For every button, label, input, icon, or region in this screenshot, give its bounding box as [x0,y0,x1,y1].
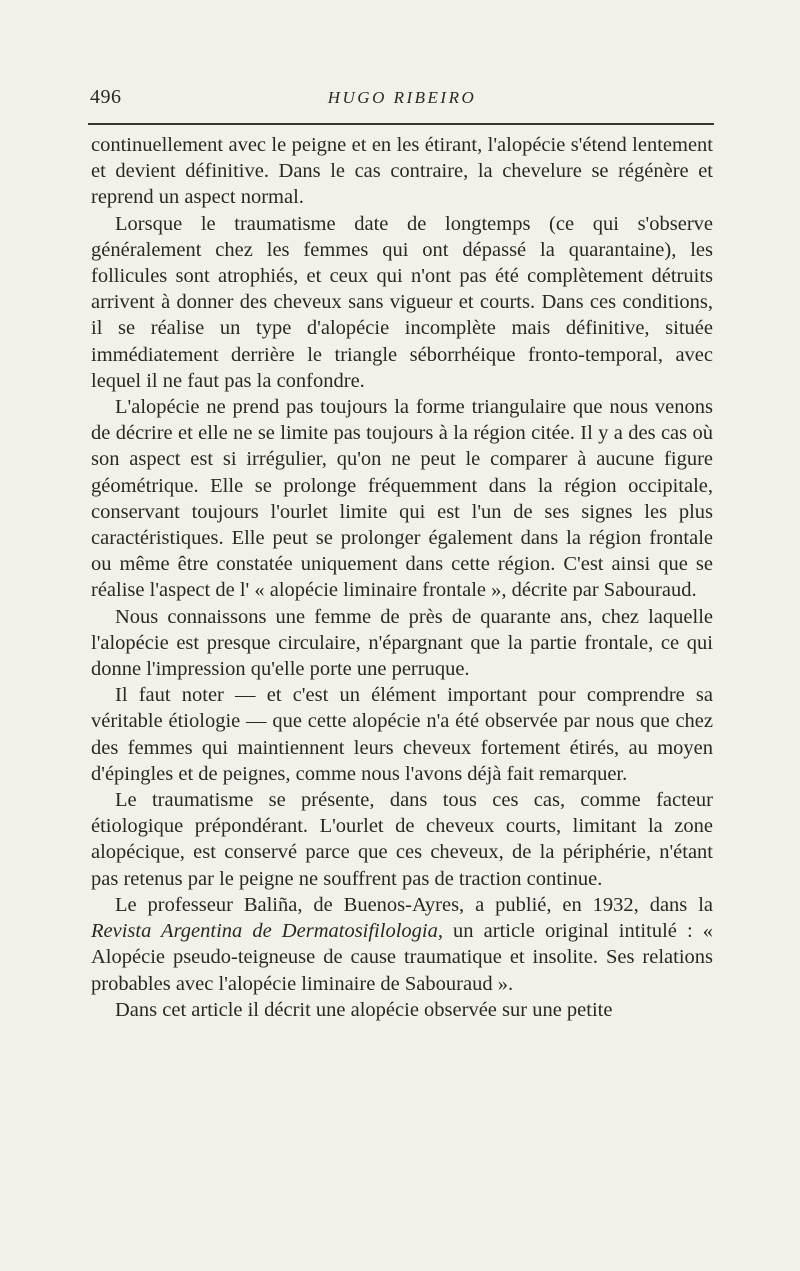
paragraph-forme: L'alopécie ne prend pas toujours la forme triangulaire que nous venons de décrire et elle ne se limite pas toujours à la région citée. Il y a des cas où son aspect est si irrégulier, qu'on ne peut le comparer à aucune figure géométrique. Elle se prolonge fréquemment dans la région occipitale, conservant toujours l'ourlet limite qui est l'un de ses signes les plus caractéristiques. Elle peut se prolonger également dans la région frontale ou même être constatée uniquement dans cette région. C'est ainsi que se réalise l'aspect de l' « alopécie liminaire frontale », décrite par Sabouraud. [91,396,713,602]
balina-text-after: un article original intitulé : « Alopécie pseudo-teigneuse de cause traumatique et insolite. Ses relations probables avec l'alopécie liminaire de Sabouraud ». [91,920,713,995]
page-number: 496 [90,86,122,108]
balina-text-before: Le professeur Baliña, de Buenos-Ayres, a publié, en 1932, dans la [115,893,713,916]
paragraph-article: Dans cet article il décrit une alopécie observée sur une petite [115,998,613,1021]
paragraph-perruque: Nous connaissons une femme de près de quarante ans, chez laquelle l'alopécie est presque circulaire, n'épargnant que la partie frontale, ce qui donne l'impression qu'elle porte une perruque. [91,605,713,681]
paragraph-etiologie: Il faut noter — et c'est un élément important pour comprendre sa véritable étiologie — que cette alopécie n'a été observée par nous que chez des femmes qui maintiennent leurs cheveux fortement étirés, au moyen d'épingles et de peignes, comme nous l'avons déjà fait remarquer. [91,684,713,785]
paragraph-continuation: continuellement avec le peigne et en les étirant, l'alopécie s'étend lentement et devient définitive. Dans le cas contraire, la chevelure se régénère et reprend un aspect normal. [91,134,713,209]
paragraph-facteur: Le traumatisme se présente, dans tous ces cas, comme facteur étiologique prépondérant. L'ourlet de cheveux courts, limitant la zone alopécique, est conservé parce que ces cheveux, de la périphérie, n'étant pas retenus par le peigne ne souffrent pas de traction continue. [91,789,713,890]
running-head-author: HUGO RIBEIRO [327,88,477,107]
paragraph-traumatisme: Lorsque le traumatisme date de longtemps (ce qui s'observe généralement chez les femmes qui ont dépassé la quarantaine), les follicules sont atrophiés, et ceux qui n'ont pas été complètement détruits arrivent à donner des cheveux sans vigueur et courts. Dans ces conditions, il se réalise un type d'alopécie incomplète mais définitive, située immédiatement derrière le triangle séborrhéique fronto-temporal, avec lequel il ne faut pas la confondre. [91,212,713,392]
header-rule [88,123,714,125]
body-text [91,132,713,1023]
paragraph-balina [91,892,713,997]
running-header [90,84,714,114]
journal-title: Revista Argentina de Dermatosifilologia, [91,920,443,943]
